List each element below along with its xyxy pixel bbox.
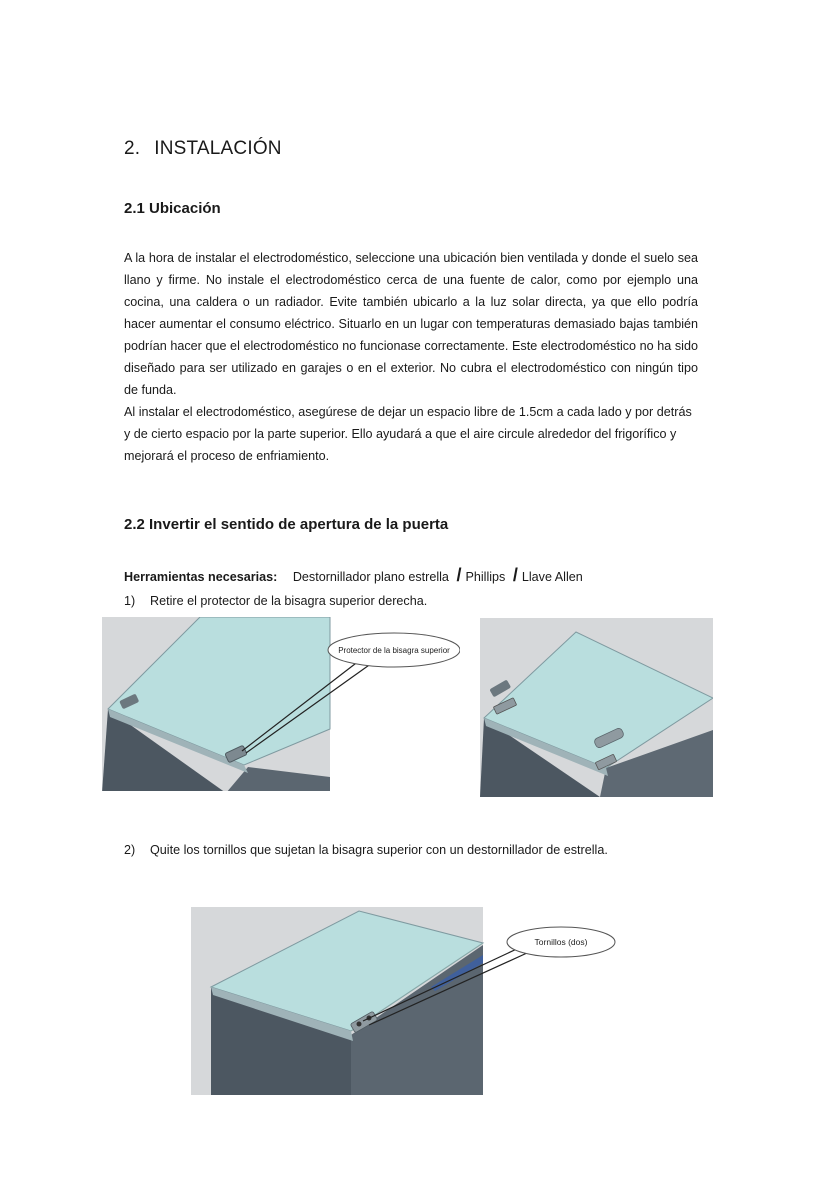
step-2 xyxy=(124,843,608,857)
tool-separator: / xyxy=(456,565,462,585)
tools-line xyxy=(124,565,583,586)
step-text: Quite los tornillos que sujetan la bisagra superior con un destornillador de estrella. xyxy=(150,843,608,857)
section-title: INSTALACIÓN xyxy=(154,138,282,159)
subsection-heading-ubicacion: 2.1 Ubicación xyxy=(124,200,221,217)
ubicacion-text xyxy=(124,247,698,467)
step-number: 1) xyxy=(124,594,136,608)
tool-screwdriver: Destornillador plano estrella xyxy=(292,570,449,584)
callout-screws: Tornillos (dos) xyxy=(534,937,588,947)
figure-cover-removed xyxy=(480,618,713,797)
step-1 xyxy=(124,594,427,608)
section-heading xyxy=(124,138,282,160)
paragraph-clearance: Al instalar el electrodoméstico, asegúrese de dejar un espacio libre de 1.5cm a cada lado y por detrás y de cierto espacio por la parte superior. Ello ayudará a que el aire circule alrededor del frigorífico y mejorará el proceso de enfriamiento. xyxy=(124,405,692,463)
step-text: Retire el protector de la bisagra superior derecha. xyxy=(150,594,428,608)
tools-label: Herramientas necesarias: xyxy=(124,570,278,584)
tool-allen-key: Llave Allen xyxy=(521,570,583,584)
step-number: 2) xyxy=(124,843,136,857)
callout-hinge-cover: Protector de la bisagra superior xyxy=(338,646,450,655)
paragraph-ventilation: A la hora de instalar el electrodoméstico, seleccione una ubicación bien ventilada y donde el suelo sea llano y firme. No instale el electrodoméstico cerca de una fuente de calor, como por ejemplo una cocina, una caldera o un radiador. Evite también ubicarlo a la luz solar directa, ya que ello podría hacer aumentar el consumo eléctrico. Situarlo en un lugar con temperaturas demasiado bajas también podrían hacer que el electrodoméstico no funcionase correctamente. Este electrodoméstico no ha sido diseñado para ser utilizado en garajes o en el exterior. No cubra el electrodoméstico con ningún tipo de funda. xyxy=(124,251,698,397)
tool-phillips: Phillips xyxy=(465,570,506,584)
figure-hinge-screws xyxy=(191,907,627,1095)
section-number: 2. xyxy=(124,138,141,159)
figure-hinge-cover xyxy=(102,617,460,793)
tool-separator: / xyxy=(512,565,518,585)
subsection-heading-door: 2.2 Invertir el sentido de apertura de la puerta xyxy=(124,516,449,533)
